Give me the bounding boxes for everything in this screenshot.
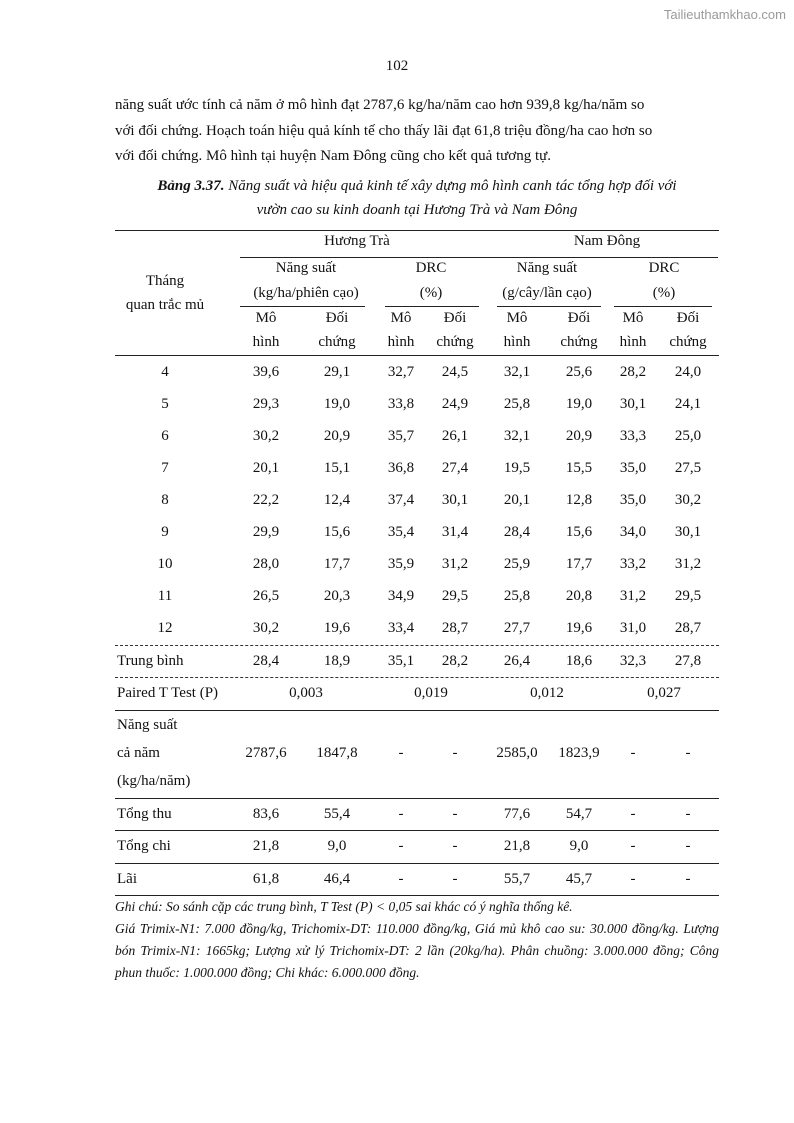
header-bottom-rule — [115, 355, 719, 356]
caption-label: Bảng 3.37. — [157, 178, 225, 194]
finance-rule — [115, 863, 719, 864]
table-cell: 20,8 — [565, 588, 593, 604]
table-cell: 12,8 — [565, 492, 593, 508]
header-drc-unit: (%) — [419, 285, 443, 301]
annual-cell: - — [398, 745, 404, 761]
month-label: 5 — [161, 396, 169, 412]
finance-cell: 83,6 — [252, 806, 280, 822]
table-cell: 29,5 — [441, 588, 469, 604]
finance-cell: - — [685, 806, 691, 822]
header-yield: Năng suất — [275, 260, 337, 276]
table-caption — [115, 174, 719, 222]
watermark: Tailieuthamkhao.com — [663, 7, 786, 22]
table-cell: 20,9 — [323, 428, 351, 444]
paragraph-line: năng suất ước tính cả năm ở mô hình đạt 2787,6 kg/ha/năm cao hơn 939,8 kg/ha/năm so — [115, 97, 645, 113]
finance-cell: 55,4 — [323, 806, 351, 822]
header-model: hình — [619, 334, 647, 350]
annual-cell: 2585,0 — [496, 745, 538, 761]
average-cell: 26,4 — [503, 653, 531, 669]
table-cell: 15,6 — [323, 524, 351, 540]
header-model: Mô — [390, 310, 412, 326]
annual-bottom-rule — [115, 798, 719, 799]
table-cell: 31,2 — [674, 556, 702, 572]
ttest-cell: 0,003 — [289, 685, 323, 701]
ttest-cell: 0,027 — [647, 685, 681, 701]
finance-rule — [115, 830, 719, 831]
table-cell: 19,5 — [503, 460, 531, 476]
header-model: hình — [252, 334, 280, 350]
table-cell: 28,2 — [619, 364, 647, 380]
header-model: Mô — [622, 310, 644, 326]
table-cell: 20,1 — [252, 460, 280, 476]
table-cell: 30,2 — [252, 620, 280, 636]
table-cell: 15,5 — [565, 460, 593, 476]
table-cell: 30,2 — [674, 492, 702, 508]
average-cell: 28,4 — [252, 653, 280, 669]
month-label: 8 — [161, 492, 169, 508]
table-cell: 33,3 — [619, 428, 647, 444]
finance-cell: - — [630, 871, 636, 887]
table-cell: 28,7 — [441, 620, 469, 636]
month-label: 7 — [161, 460, 169, 476]
group-rule-drc2 — [614, 306, 712, 307]
table-cell: 26,1 — [441, 428, 469, 444]
finance-cell: 45,7 — [565, 871, 593, 887]
month-label: 9 — [161, 524, 169, 540]
table-cell: 25,8 — [503, 588, 531, 604]
header-drc: DRC — [648, 260, 680, 276]
table-cell: 28,7 — [674, 620, 702, 636]
annual-cell: - — [630, 745, 636, 761]
caption-line-2: vườn cao su kinh doanh tại Hương Trà và Nam Đông — [256, 202, 578, 218]
paragraph-line: với đối chứng. Hoạch toán hiệu quả kính tế cho thấy lãi đạt 61,8 triệu đồng/ha cao hơn so — [115, 122, 653, 139]
table-cell: 27,7 — [503, 620, 531, 636]
finance-cell: - — [685, 838, 691, 854]
finance-cell: - — [452, 838, 458, 854]
table-cell: 30,1 — [619, 396, 647, 412]
table-cell: 30,1 — [674, 524, 702, 540]
finance-label: Lãi — [117, 871, 137, 887]
header-yield-unit: (kg/ha/phiên cạo) — [253, 285, 359, 301]
finance-cell: - — [452, 806, 458, 822]
table-cell: 33,2 — [619, 556, 647, 572]
header-control: chứng — [436, 334, 474, 350]
table-cell: 29,1 — [323, 364, 351, 380]
table-top-rule — [115, 230, 719, 231]
month-label: 6 — [161, 428, 169, 444]
table-cell: 19,6 — [323, 620, 351, 636]
table-cell: 30,2 — [252, 428, 280, 444]
table-cell: 17,7 — [323, 556, 351, 572]
annual-cell: 1847,8 — [316, 745, 358, 761]
month-label: 10 — [157, 556, 173, 572]
table-cell: 35,7 — [387, 428, 415, 444]
finance-cell: 9,0 — [327, 838, 347, 854]
header-month: Tháng — [145, 273, 185, 289]
finance-cell: 77,6 — [503, 806, 531, 822]
ttest-label: Paired T Test (P) — [117, 685, 219, 701]
finance-cell: 54,7 — [565, 806, 593, 822]
table-cell: 35,0 — [619, 460, 647, 476]
annual-label: Năng suất — [117, 717, 178, 733]
header-control: Đối — [325, 310, 349, 326]
table-cell: 32,7 — [387, 364, 415, 380]
finance-cell: 55,7 — [503, 871, 531, 887]
finance-cell: 21,8 — [252, 838, 280, 854]
month-label: 12 — [157, 620, 173, 636]
page-number: 102 — [385, 58, 409, 74]
finance-cell: 9,0 — [569, 838, 589, 854]
table-cell: 32,1 — [503, 364, 531, 380]
table-cell: 27,5 — [674, 460, 702, 476]
header-model: Mô — [506, 310, 528, 326]
note-line-2: Giá Trimix-N1: 7.000 đồng/kg, Trichomix-DT: 110.000 đồng/kg, Giá mủ khô cao su: 30.000 đồng/kg. Lượng bón Trimix-N1: 1665kg; Lượng xử lý Trichomix-DT: 2 lần (20kg/ha). Phân chuồng: 3.000.000 đồng; Công phun thuốc: 1.000.000 đồng; Chi khác: 6.000.000 đồng. — [115, 921, 719, 980]
average-cell: 32,3 — [619, 653, 647, 669]
paragraph-line: với đối chứng. Mô hình tại huyện Nam Đông cũng cho kết quả tương tự. — [115, 148, 552, 164]
ttest-cell: 0,019 — [414, 685, 448, 701]
finance-cell: - — [630, 838, 636, 854]
table-cell: 25,6 — [565, 364, 593, 380]
table-cell: 19,6 — [565, 620, 593, 636]
table-cell: 27,4 — [441, 460, 469, 476]
table-cell: 39,6 — [252, 364, 280, 380]
table-cell: 31,2 — [441, 556, 469, 572]
table-cell: 31,0 — [619, 620, 647, 636]
table-cell: 25,9 — [503, 556, 531, 572]
average-label: Trung bình — [117, 653, 184, 669]
annual-label: (kg/ha/năm) — [117, 773, 191, 789]
header-model: hình — [387, 334, 415, 350]
header-yield: Năng suất — [516, 260, 578, 276]
average-cell: 27,8 — [674, 653, 702, 669]
ttest-cell: 0,012 — [530, 685, 564, 701]
table-cell: 20,3 — [323, 588, 351, 604]
header-drc-unit: (%) — [652, 285, 676, 301]
table-notes — [115, 896, 719, 984]
annual-cell: - — [685, 745, 691, 761]
finance-cell: 46,4 — [323, 871, 351, 887]
table-cell: 25,8 — [503, 396, 531, 412]
header-control: Đối — [676, 310, 700, 326]
annual-cell: 2787,6 — [245, 745, 287, 761]
finance-cell: - — [398, 871, 404, 887]
body-paragraph — [115, 93, 719, 170]
table-cell: 24,0 — [674, 364, 702, 380]
finance-label: Tổng chi — [117, 838, 171, 854]
table-cell: 34,0 — [619, 524, 647, 540]
table-cell: 35,0 — [619, 492, 647, 508]
table-cell: 24,5 — [441, 364, 469, 380]
table-cell: 24,1 — [674, 396, 702, 412]
table-cell: 29,3 — [252, 396, 280, 412]
header-control: chứng — [560, 334, 598, 350]
header-month: quan trắc mủ — [125, 297, 205, 313]
average-bottom-rule — [115, 677, 719, 678]
table-cell: 29,9 — [252, 524, 280, 540]
header-site-nam-dong: Nam Đông — [573, 233, 641, 249]
month-label: 11 — [157, 588, 173, 604]
table-cell: 37,4 — [387, 492, 415, 508]
annual-label: cả năm — [117, 745, 160, 761]
month-label: 4 — [161, 364, 169, 380]
finance-cell: - — [452, 871, 458, 887]
table-cell: 31,2 — [619, 588, 647, 604]
table-cell: 34,9 — [387, 588, 415, 604]
average-top-rule — [115, 645, 719, 646]
table-cell: 17,7 — [565, 556, 593, 572]
table-cell: 20,9 — [565, 428, 593, 444]
table-cell: 19,0 — [565, 396, 593, 412]
table-cell: 36,8 — [387, 460, 415, 476]
average-cell: 28,2 — [441, 653, 469, 669]
table-cell: 28,0 — [252, 556, 280, 572]
table-cell: 30,1 — [441, 492, 469, 508]
table-cell: 31,4 — [441, 524, 469, 540]
average-cell: 18,9 — [323, 653, 351, 669]
header-site-huong-tra: Hương Trà — [324, 233, 390, 249]
table-cell: 26,5 — [252, 588, 280, 604]
caption-line-1: Năng suất và hiệu quả kinh tế xây dựng mô hình canh tác tổng hợp đối với — [224, 178, 677, 194]
finance-cell: - — [398, 806, 404, 822]
table-cell: 35,4 — [387, 524, 415, 540]
table-cell: 19,0 — [323, 396, 351, 412]
table-cell: 35,9 — [387, 556, 415, 572]
header-drc: DRC — [415, 260, 447, 276]
table-cell: 28,4 — [503, 524, 531, 540]
header-control: Đối — [443, 310, 467, 326]
note-line-1: Ghi chú: So sánh cặp các trung bình, T Test (P) < 0,05 sai khác có ý nghĩa thống kê. — [115, 899, 573, 914]
table-cell: 15,1 — [323, 460, 351, 476]
finance-cell: - — [630, 806, 636, 822]
group-rule-yield1 — [240, 306, 365, 307]
site-rule — [240, 257, 718, 258]
table-cell: 12,4 — [323, 492, 351, 508]
table-cell: 22,2 — [252, 492, 280, 508]
table-cell: 20,1 — [503, 492, 531, 508]
header-control: chứng — [669, 334, 707, 350]
average-cell: 18,6 — [565, 653, 593, 669]
average-cell: 35,1 — [387, 653, 415, 669]
table-cell: 25,0 — [674, 428, 702, 444]
table-cell: 33,4 — [387, 620, 415, 636]
table-cell: 15,6 — [565, 524, 593, 540]
finance-cell: - — [398, 838, 404, 854]
finance-cell: 61,8 — [252, 871, 280, 887]
table-cell: 24,9 — [441, 396, 469, 412]
finance-cell: - — [685, 871, 691, 887]
header-model: hình — [503, 334, 531, 350]
annual-cell: 1823,9 — [558, 745, 600, 761]
header-control: Đối — [567, 310, 591, 326]
table-cell: 32,1 — [503, 428, 531, 444]
header-yield-unit: (g/cây/lần cạo) — [502, 285, 592, 301]
finance-label: Tổng thu — [117, 806, 172, 822]
header-model: Mô — [255, 310, 277, 326]
annual-cell: - — [452, 745, 458, 761]
group-rule-yield2 — [497, 306, 601, 307]
table-cell: 29,5 — [674, 588, 702, 604]
header-control: chứng — [318, 334, 356, 350]
ttest-bottom-rule — [115, 710, 719, 711]
group-rule-drc1 — [385, 306, 479, 307]
finance-cell: 21,8 — [503, 838, 531, 854]
table-cell: 33,8 — [387, 396, 415, 412]
